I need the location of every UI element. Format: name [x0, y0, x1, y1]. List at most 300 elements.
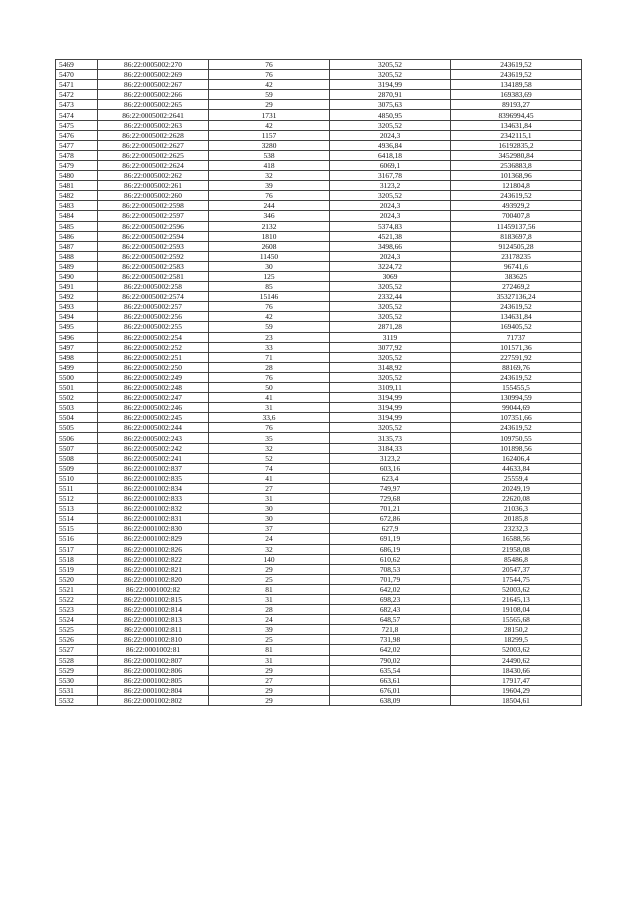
cadastral-number-cell: 86:22:0001002:814 [98, 605, 209, 615]
area-cell: 538 [209, 150, 330, 160]
cadastral-value-cell: 17917,47 [451, 675, 582, 685]
row-number-cell: 5524 [56, 615, 98, 625]
unit-value-cell: 623,4 [330, 473, 451, 483]
row-number-cell: 5502 [56, 393, 98, 403]
cadastral-number-cell: 86:22:0001002:81 [98, 645, 209, 655]
unit-value-cell: 6418,18 [330, 150, 451, 160]
row-number-cell: 5512 [56, 494, 98, 504]
table-row [56, 171, 582, 181]
cadastral-number-cell: 86:22:0001002:807 [98, 655, 209, 665]
row-number-cell: 5495 [56, 322, 98, 332]
cadastral-value-cell: 18430,66 [451, 665, 582, 675]
cadastral-number-cell: 86:22:0005002:2625 [98, 150, 209, 160]
area-cell: 30 [209, 261, 330, 271]
cadastral-number-cell: 86:22:0005002:2641 [98, 110, 209, 120]
cadastral-value-cell: 169405,52 [451, 322, 582, 332]
row-number-cell: 5520 [56, 574, 98, 584]
table-row [56, 403, 582, 413]
row-number-cell: 5530 [56, 675, 98, 685]
unit-value-cell: 4521,38 [330, 231, 451, 241]
unit-value-cell: 603,16 [330, 463, 451, 473]
unit-value-cell: 2871,28 [330, 322, 451, 332]
table-row [56, 574, 582, 584]
row-number-cell: 5514 [56, 514, 98, 524]
cadastral-value-cell: 52003,62 [451, 584, 582, 594]
cadastral-number-cell: 86:22:0005002:2627 [98, 140, 209, 150]
cadastral-number-cell: 86:22:0005002:266 [98, 90, 209, 100]
cadastral-number-cell: 86:22:0005002:261 [98, 181, 209, 191]
unit-value-cell: 4936,84 [330, 140, 451, 150]
table-row [56, 483, 582, 493]
cadastral-value-cell: 493929,2 [451, 201, 582, 211]
cadastral-number-cell: 86:22:0001002:830 [98, 524, 209, 534]
cadastral-value-cell: 121804,8 [451, 181, 582, 191]
area-cell: 346 [209, 211, 330, 221]
unit-value-cell: 648,57 [330, 615, 451, 625]
table-row [56, 514, 582, 524]
unit-value-cell: 3194,99 [330, 403, 451, 413]
unit-value-cell: 3184,33 [330, 443, 451, 453]
cadastral-number-cell: 86:22:0005002:2593 [98, 241, 209, 251]
table-row [56, 312, 582, 322]
area-cell: 1731 [209, 110, 330, 120]
unit-value-cell: 3077,92 [330, 342, 451, 352]
cadastral-number-cell: 86:22:0001002:810 [98, 635, 209, 645]
unit-value-cell: 708,53 [330, 564, 451, 574]
row-number-cell: 5515 [56, 524, 98, 534]
cadastral-number-cell: 86:22:0001002:811 [98, 625, 209, 635]
row-number-cell: 5518 [56, 554, 98, 564]
area-cell: 33,6 [209, 413, 330, 423]
row-number-cell: 5489 [56, 261, 98, 271]
area-cell: 42 [209, 312, 330, 322]
area-cell: 76 [209, 302, 330, 312]
cadastral-number-cell: 86:22:0001002:829 [98, 534, 209, 544]
row-number-cell: 5498 [56, 352, 98, 362]
table-row [56, 564, 582, 574]
unit-value-cell: 635,54 [330, 665, 451, 675]
unit-value-cell: 4850,95 [330, 110, 451, 120]
unit-value-cell: 3205,52 [330, 60, 451, 70]
cadastral-value-cell: 227591,92 [451, 352, 582, 362]
row-number-cell: 5505 [56, 423, 98, 433]
table-row [56, 322, 582, 332]
cadastral-value-cell: 162406,4 [451, 453, 582, 463]
unit-value-cell: 642,02 [330, 584, 451, 594]
table-row [56, 504, 582, 514]
row-number-cell: 5469 [56, 60, 98, 70]
cadastral-number-cell: 86:22:0005002:2592 [98, 251, 209, 261]
row-number-cell: 5528 [56, 655, 98, 665]
row-number-cell: 5527 [56, 645, 98, 655]
table-body [56, 60, 582, 706]
unit-value-cell: 682,43 [330, 605, 451, 615]
row-number-cell: 5507 [56, 443, 98, 453]
area-cell: 140 [209, 554, 330, 564]
unit-value-cell: 3205,52 [330, 191, 451, 201]
cadastral-value-cell: 28150,2 [451, 625, 582, 635]
cadastral-number-cell: 86:22:0001002:804 [98, 685, 209, 695]
cadastral-value-cell: 21036,3 [451, 504, 582, 514]
area-cell: 59 [209, 322, 330, 332]
unit-value-cell: 663,61 [330, 675, 451, 685]
unit-value-cell: 3205,52 [330, 302, 451, 312]
unit-value-cell: 3135,73 [330, 433, 451, 443]
cadastral-value-cell: 107351,66 [451, 413, 582, 423]
table-row [56, 413, 582, 423]
cadastral-value-cell: 243619,52 [451, 423, 582, 433]
row-number-cell: 5509 [56, 463, 98, 473]
area-cell: 31 [209, 655, 330, 665]
table-row [56, 342, 582, 352]
table-row [56, 292, 582, 302]
table-row [56, 584, 582, 594]
unit-value-cell: 698,23 [330, 594, 451, 604]
area-cell: 76 [209, 423, 330, 433]
area-cell: 76 [209, 372, 330, 382]
cadastral-number-cell: 86:22:0005002:241 [98, 453, 209, 463]
cadastral-number-cell: 86:22:0005002:248 [98, 383, 209, 393]
row-number-cell: 5508 [56, 453, 98, 463]
cadastral-number-cell: 86:22:0001002:826 [98, 544, 209, 554]
table-row [56, 423, 582, 433]
cadastral-number-cell: 86:22:0005002:269 [98, 70, 209, 80]
cadastral-value-cell: 101368,96 [451, 171, 582, 181]
unit-value-cell: 3148,92 [330, 362, 451, 372]
row-number-cell: 5522 [56, 594, 98, 604]
unit-value-cell: 2024,3 [330, 251, 451, 261]
row-number-cell: 5484 [56, 211, 98, 221]
area-cell: 25 [209, 635, 330, 645]
unit-value-cell: 3205,52 [330, 282, 451, 292]
table-row [56, 261, 582, 271]
area-cell: 244 [209, 201, 330, 211]
row-number-cell: 5496 [56, 332, 98, 342]
cadastral-value-cell: 2536883,8 [451, 160, 582, 170]
table-row [56, 241, 582, 251]
table-row [56, 534, 582, 544]
area-cell: 11450 [209, 251, 330, 261]
unit-value-cell: 638,09 [330, 695, 451, 705]
cadastral-number-cell: 86:22:0005002:243 [98, 433, 209, 443]
unit-value-cell: 3069 [330, 271, 451, 281]
area-cell: 37 [209, 524, 330, 534]
row-number-cell: 5474 [56, 110, 98, 120]
cadastral-value-cell: 101898,56 [451, 443, 582, 453]
table-row [56, 383, 582, 393]
table-row [56, 120, 582, 130]
area-cell: 76 [209, 191, 330, 201]
row-number-cell: 5531 [56, 685, 98, 695]
row-number-cell: 5492 [56, 292, 98, 302]
unit-value-cell: 642,02 [330, 645, 451, 655]
table-row [56, 251, 582, 261]
table-row [56, 463, 582, 473]
area-cell: 41 [209, 473, 330, 483]
row-number-cell: 5526 [56, 635, 98, 645]
table-row [56, 453, 582, 463]
area-cell: 23 [209, 332, 330, 342]
cadastral-number-cell: 86:22:0005002:2574 [98, 292, 209, 302]
cadastral-number-cell: 86:22:0001002:834 [98, 483, 209, 493]
unit-value-cell: 3194,99 [330, 413, 451, 423]
unit-value-cell: 676,01 [330, 685, 451, 695]
area-cell: 28 [209, 362, 330, 372]
row-number-cell: 5482 [56, 191, 98, 201]
area-cell: 29 [209, 685, 330, 695]
table-row [56, 80, 582, 90]
table-row [56, 594, 582, 604]
cadastral-value-cell: 96741,6 [451, 261, 582, 271]
unit-value-cell: 729,68 [330, 494, 451, 504]
cadastral-value-cell: 24490,62 [451, 655, 582, 665]
row-number-cell: 5504 [56, 413, 98, 423]
unit-value-cell: 610,62 [330, 554, 451, 564]
area-cell: 31 [209, 403, 330, 413]
table-row [56, 494, 582, 504]
row-number-cell: 5516 [56, 534, 98, 544]
area-cell: 2608 [209, 241, 330, 251]
unit-value-cell: 749,97 [330, 483, 451, 493]
row-number-cell: 5491 [56, 282, 98, 292]
cadastral-value-cell: 134631,84 [451, 120, 582, 130]
unit-value-cell: 3123,2 [330, 453, 451, 463]
cadastral-number-cell: 86:22:0001002:815 [98, 594, 209, 604]
unit-value-cell: 691,19 [330, 534, 451, 544]
unit-value-cell: 3205,52 [330, 372, 451, 382]
cadastral-number-cell: 86:22:0005002:270 [98, 60, 209, 70]
table-row [56, 605, 582, 615]
table-row [56, 433, 582, 443]
row-number-cell: 5523 [56, 605, 98, 615]
cadastral-number-cell: 86:22:0005002:265 [98, 100, 209, 110]
row-number-cell: 5493 [56, 302, 98, 312]
row-number-cell: 5476 [56, 130, 98, 140]
cadastral-value-table [55, 59, 582, 706]
cadastral-number-cell: 86:22:0001002:832 [98, 504, 209, 514]
unit-value-cell: 790,02 [330, 655, 451, 665]
cadastral-value-cell: 20249,19 [451, 483, 582, 493]
row-number-cell: 5487 [56, 241, 98, 251]
cadastral-value-cell: 8183697,8 [451, 231, 582, 241]
unit-value-cell: 731,98 [330, 635, 451, 645]
row-number-cell: 5517 [56, 544, 98, 554]
row-number-cell: 5488 [56, 251, 98, 261]
cadastral-number-cell: 86:22:0005002:257 [98, 302, 209, 312]
row-number-cell: 5521 [56, 584, 98, 594]
table-row [56, 524, 582, 534]
table-row [56, 645, 582, 655]
cadastral-number-cell: 86:22:0005002:258 [98, 282, 209, 292]
area-cell: 81 [209, 584, 330, 594]
cadastral-number-cell: 86:22:0005002:247 [98, 393, 209, 403]
row-number-cell: 5490 [56, 271, 98, 281]
table-row [56, 352, 582, 362]
cadastral-value-cell: 52003,62 [451, 645, 582, 655]
cadastral-value-cell: 8396994,45 [451, 110, 582, 120]
row-number-cell: 5503 [56, 403, 98, 413]
unit-value-cell: 2024,3 [330, 201, 451, 211]
cadastral-value-cell: 44633,84 [451, 463, 582, 473]
cadastral-number-cell: 86:22:0001002:813 [98, 615, 209, 625]
area-cell: 35 [209, 433, 330, 443]
cadastral-number-cell: 86:22:0005002:262 [98, 171, 209, 181]
table-row [56, 191, 582, 201]
cadastral-number-cell: 86:22:0001002:806 [98, 665, 209, 675]
table-row [56, 160, 582, 170]
cadastral-value-cell: 243619,52 [451, 302, 582, 312]
row-number-cell: 5513 [56, 504, 98, 514]
cadastral-number-cell: 86:22:0005002:2597 [98, 211, 209, 221]
area-cell: 25 [209, 574, 330, 584]
cadastral-number-cell: 86:22:0001002:833 [98, 494, 209, 504]
cadastral-number-cell: 86:22:0005002:245 [98, 413, 209, 423]
unit-value-cell: 3194,99 [330, 393, 451, 403]
cadastral-value-cell: 155455,5 [451, 383, 582, 393]
row-number-cell: 5479 [56, 160, 98, 170]
area-cell: 30 [209, 504, 330, 514]
table-row [56, 332, 582, 342]
area-cell: 42 [209, 120, 330, 130]
row-number-cell: 5485 [56, 221, 98, 231]
cadastral-number-cell: 86:22:0005002:244 [98, 423, 209, 433]
table-row [56, 625, 582, 635]
row-number-cell: 5478 [56, 150, 98, 160]
unit-value-cell: 3498,66 [330, 241, 451, 251]
area-cell: 39 [209, 625, 330, 635]
area-cell: 71 [209, 352, 330, 362]
area-cell: 3280 [209, 140, 330, 150]
cadastral-value-cell: 109750,55 [451, 433, 582, 443]
row-number-cell: 5519 [56, 564, 98, 574]
row-number-cell: 5473 [56, 100, 98, 110]
area-cell: 52 [209, 453, 330, 463]
cadastral-value-cell: 243619,52 [451, 60, 582, 70]
cadastral-number-cell: 86:22:0005002:2624 [98, 160, 209, 170]
table-row [56, 362, 582, 372]
cadastral-value-cell: 700407,8 [451, 211, 582, 221]
row-number-cell: 5477 [56, 140, 98, 150]
cadastral-value-cell: 101571,36 [451, 342, 582, 352]
cadastral-value-cell: 11459137,56 [451, 221, 582, 231]
table-row [56, 372, 582, 382]
unit-value-cell: 686,19 [330, 544, 451, 554]
table-row [56, 554, 582, 564]
table-row [56, 110, 582, 120]
cadastral-value-cell: 23178235 [451, 251, 582, 261]
area-cell: 32 [209, 171, 330, 181]
row-number-cell: 5506 [56, 433, 98, 443]
row-number-cell: 5481 [56, 181, 98, 191]
cadastral-value-cell: 272469,2 [451, 282, 582, 292]
area-cell: 27 [209, 675, 330, 685]
cadastral-value-cell: 89193,27 [451, 100, 582, 110]
cadastral-number-cell: 86:22:0001002:821 [98, 564, 209, 574]
area-cell: 41 [209, 393, 330, 403]
cadastral-value-cell: 18504,61 [451, 695, 582, 705]
area-cell: 74 [209, 463, 330, 473]
area-cell: 32 [209, 544, 330, 554]
unit-value-cell: 3205,52 [330, 120, 451, 130]
cadastral-value-cell: 17544,75 [451, 574, 582, 584]
area-cell: 29 [209, 695, 330, 705]
cadastral-value-cell: 23232,3 [451, 524, 582, 534]
cadastral-number-cell: 86:22:0005002:267 [98, 80, 209, 90]
area-cell: 76 [209, 70, 330, 80]
cadastral-number-cell: 86:22:0005002:260 [98, 191, 209, 201]
table-row [56, 181, 582, 191]
cadastral-value-cell: 21645,13 [451, 594, 582, 604]
table-row [56, 302, 582, 312]
unit-value-cell: 3194,99 [330, 80, 451, 90]
cadastral-number-cell: 86:22:0005002:242 [98, 443, 209, 453]
row-number-cell: 5501 [56, 383, 98, 393]
unit-value-cell: 2332,44 [330, 292, 451, 302]
unit-value-cell: 627,9 [330, 524, 451, 534]
area-cell: 1810 [209, 231, 330, 241]
table-row [56, 282, 582, 292]
area-cell: 1157 [209, 130, 330, 140]
table-row [56, 685, 582, 695]
row-number-cell: 5480 [56, 171, 98, 181]
unit-value-cell: 3205,52 [330, 70, 451, 80]
row-number-cell: 5500 [56, 372, 98, 382]
table-row [56, 150, 582, 160]
cadastral-number-cell: 86:22:0001002:837 [98, 463, 209, 473]
cadastral-value-cell: 85486,8 [451, 554, 582, 564]
cadastral-value-cell: 22620,08 [451, 494, 582, 504]
row-number-cell: 5494 [56, 312, 98, 322]
table-row [56, 140, 582, 150]
unit-value-cell: 3123,2 [330, 181, 451, 191]
cadastral-value-cell: 243619,52 [451, 372, 582, 382]
cadastral-number-cell: 86:22:0005002:263 [98, 120, 209, 130]
area-cell: 2132 [209, 221, 330, 231]
cadastral-number-cell: 86:22:0001002:805 [98, 675, 209, 685]
cadastral-value-cell: 19108,04 [451, 605, 582, 615]
area-cell: 32 [209, 443, 330, 453]
table-row [56, 100, 582, 110]
table-row [56, 60, 582, 70]
unit-value-cell: 3205,52 [330, 352, 451, 362]
area-cell: 125 [209, 271, 330, 281]
table-row [56, 473, 582, 483]
table-row [56, 70, 582, 80]
unit-value-cell: 5374,83 [330, 221, 451, 231]
cadastral-number-cell: 86:22:0005002:254 [98, 332, 209, 342]
cadastral-value-cell: 243619,52 [451, 191, 582, 201]
cadastral-value-cell: 19604,29 [451, 685, 582, 695]
area-cell: 81 [209, 645, 330, 655]
cadastral-number-cell: 86:22:0005002:2581 [98, 271, 209, 281]
row-number-cell: 5483 [56, 201, 98, 211]
cadastral-number-cell: 86:22:0005002:251 [98, 352, 209, 362]
unit-value-cell: 2024,3 [330, 211, 451, 221]
row-number-cell: 5525 [56, 625, 98, 635]
row-number-cell: 5497 [56, 342, 98, 352]
row-number-cell: 5510 [56, 473, 98, 483]
table-row [56, 615, 582, 625]
cadastral-number-cell: 86:22:0001002:82 [98, 584, 209, 594]
cadastral-number-cell: 86:22:0001002:831 [98, 514, 209, 524]
unit-value-cell: 3119 [330, 332, 451, 342]
area-cell: 24 [209, 534, 330, 544]
cadastral-number-cell: 86:22:0005002:256 [98, 312, 209, 322]
cadastral-value-cell: 134189,58 [451, 80, 582, 90]
area-cell: 33 [209, 342, 330, 352]
cadastral-value-cell: 16192835,2 [451, 140, 582, 150]
unit-value-cell: 3224,72 [330, 261, 451, 271]
